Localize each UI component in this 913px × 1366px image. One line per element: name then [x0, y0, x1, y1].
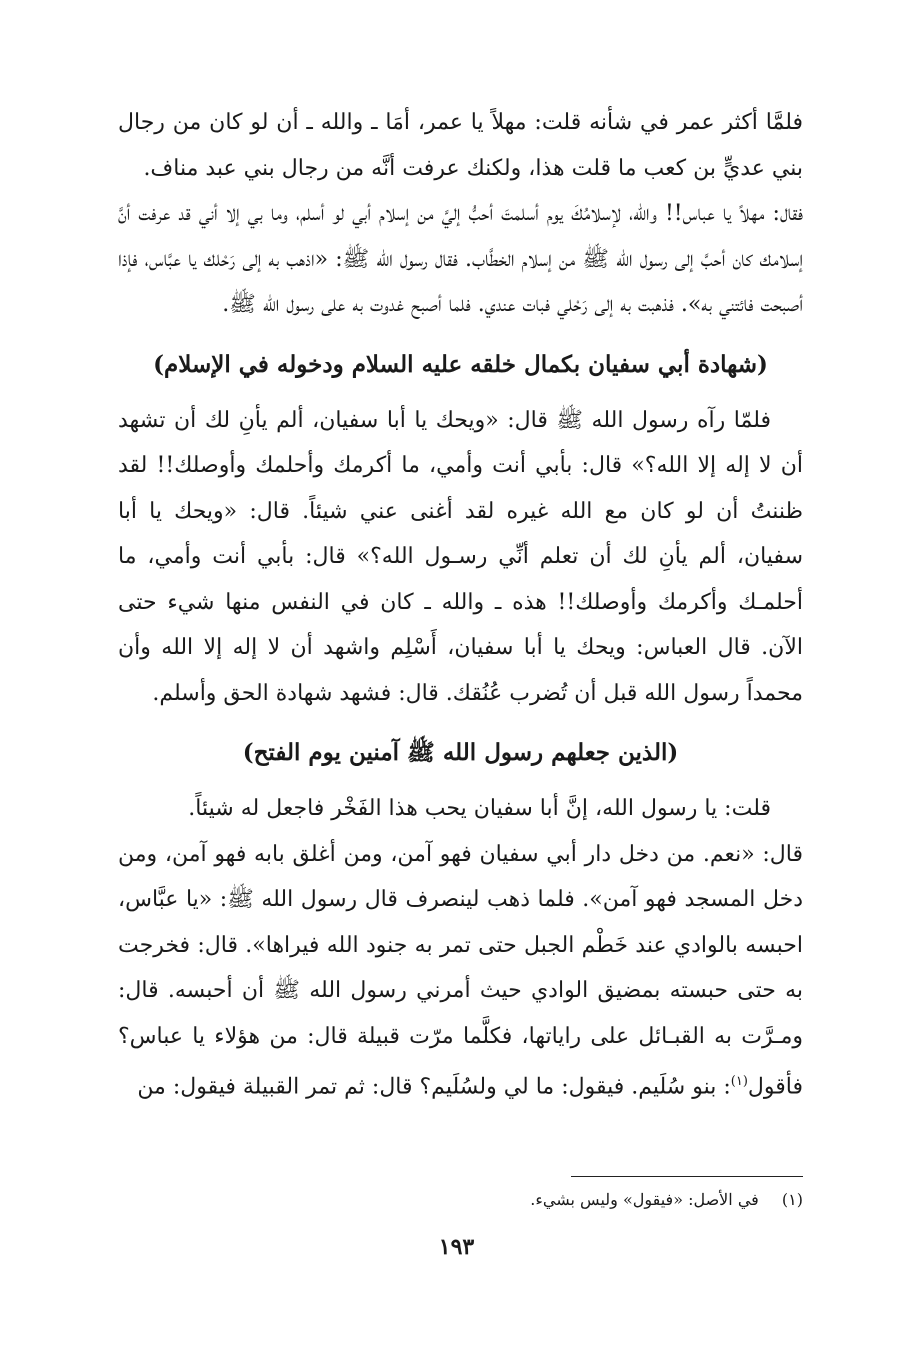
paragraph: فلمّا رآه رسول الله ﷺ قال: «ويحك يا أبا سفيان، ألم يأنِ لك أن تشهد أن لا إله إلا الله؟» قال: بأبي أنت وأمي، ما أكرمك وأحلمك وأوصلك!! لقد ظننتُ أن لو كان مع الله غيره لقد أغنى عني شيئاً. قال: «ويحك يا أبا سفيان، ألم يأنِ لك أن تعلم أنِّي رسـول الله؟» قال: بأبي أنت وأمي، ما أحلمـك وأكرمك وأوصلك!! هذه ـ والله ـ كان في النفس منها شيء حتى الآن. قال العباس: ويحك يا أبا سفيان، أَسْلِم واشهد أن لا إله إلا الله وأن محمداً رسول الله قبل أن تُضرب عُنُقك. قال: فشهد شهادة الحق وأسلم. — [118, 407, 803, 706]
footnote-text: في الأصل: «فيقول» وليس بشيء. — [530, 1190, 759, 1209]
footnote-number: (١) — [781, 1190, 803, 1209]
main-text — [118, 100, 803, 1110]
paragraph-text: قال: «نعم. من دخل دار أبي سفيان فهو آمن، ومن أغلق بابه فهو آمن، ومن دخل المسجد فهو آمن». فلما ذهب لينصرف قال رسول الله ﷺ: «يا عبَّاس، احبسه بالوادي عند خَطْم الجبل حتى تمر به جنود الله فيراها». قال: فخرجت به حتى حبسته بمضيق الوادي حيث أمرني رسول الله ﷺ أن أحبسه. قال: ومـرَّت به القبـائل على راياتها، فكلَّما مرّت قبيلة قال: من هؤلاء يا عباس؟ فأقول — [118, 841, 803, 1100]
footnote-divider — [571, 1176, 803, 1177]
paragraph — [118, 832, 803, 1110]
page-number: ١٩٣ — [438, 1234, 475, 1260]
paragraph: فقال: مهلاً يا عباس!! والله، لإسلامُكَ يوم أسلمتَ أحبُّ إليَّ من إسلام أبي لو أسلم، وما بي إلا أني قد عرفت أنَّ إسلامك كان أحبَّ إلى رسول الله ﷺ من إسلام الخطَّاب. فقال رسول الله ﷺ: «اذهب به إلى رَحْلك يا عبَّاس، فإذا أصبحت فائتني به». فذهبت به إلى رَحْلي فبات عندي. فلما أصبح غدوت به على رسول الله ﷺ. — [118, 201, 803, 317]
section-heading: (شهادة أبي سفيان بكمال خلقه عليه السلام ودخوله في الإسلام) — [153, 350, 768, 378]
footnote — [118, 1186, 803, 1214]
paragraph: فلمَّا أكثر عمر في شأنه قلت: مهلاً يا عمر، أمَا ـ والله ـ أن لو كان من رجال بني عديٍّ بن كعب ما قلت هذا، ولكنك عرفت أنَّه من رجال بني عبد مناف. — [118, 110, 803, 181]
paragraph-text: : بنو سُلَيم. فيقول: ما لي ولسُلَيم؟ قال: ثم تمر القبيلة فيقول: من — [137, 1074, 731, 1100]
paragraph: قلت: يا رسول الله، إنَّ أبا سفيان يحب هذا الفَخْر فاجعل له شيئاً. — [188, 796, 771, 821]
section-heading: (الذين جعلهم رسول الله ﷺ آمنين يوم الفتح) — [242, 739, 679, 766]
footnote-marker: (١) — [730, 1074, 748, 1089]
